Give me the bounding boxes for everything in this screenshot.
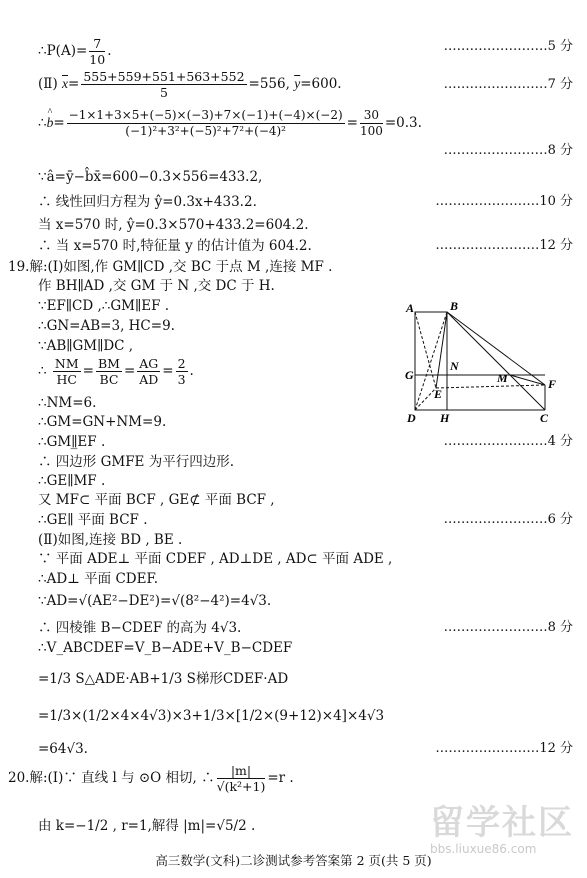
text: ∴ [38, 363, 47, 379]
fraction [217, 763, 266, 794]
text: ∴P(A)= [38, 43, 88, 59]
q19-line5: ∵AB∥GM∥DC , [38, 338, 134, 354]
line-x570: 当 x=570 时, ŷ=0.3×570+433.2=604.2. [38, 217, 309, 233]
text: =0.3. [384, 115, 422, 131]
numerator: AG [139, 356, 159, 371]
ybar: $\overline{y}$ [294, 76, 301, 91]
fraction [96, 356, 122, 387]
numerator: 7 [89, 36, 105, 52]
label-N: N [450, 359, 459, 373]
text: (Ⅱ) [38, 76, 58, 92]
q19-line1: 19.解:(Ⅰ)如图,作 GM∥CD ,交 BC 于点 M ,连接 MF . [8, 259, 333, 275]
text: =r . [267, 770, 294, 786]
watermark [430, 804, 580, 874]
page-footer: 高三数学(文科)二诊测试参考答案第 2 页(共 5 页) [155, 853, 432, 868]
denominator: 5 [159, 85, 168, 100]
label-C: C [540, 411, 549, 425]
text: ∴ [38, 115, 47, 131]
edge-BF [447, 312, 545, 385]
score-8b: ……………………8 分 [443, 620, 573, 635]
fraction [137, 356, 160, 387]
q19-line8: ∴GM=GN+NM=9. [38, 414, 167, 430]
denominator: √(k²+1) [216, 779, 266, 794]
label-D: D [407, 411, 416, 425]
fraction [67, 108, 345, 139]
label-B: B [450, 300, 459, 313]
label-F: F [548, 377, 557, 391]
q19-line3: ∵EF∥CD ,∴GM∥EF . [38, 298, 170, 314]
q19-line9: ∴GM∥̲EF . [38, 434, 106, 450]
watermark-logo: 留学社区 [430, 803, 574, 843]
text: 20.解:(Ⅰ)∵ 直线 l 与 ⊙O 相切, ∴ [8, 770, 215, 786]
label-A: A [406, 301, 415, 315]
xbar: $\overline{x}$ [62, 76, 69, 91]
numerator: |m| [217, 763, 266, 779]
watermark-url: bbs.liuxue86.com [430, 842, 537, 856]
score-12b: ……………………12 分 [435, 741, 573, 756]
text: =600. [300, 76, 342, 92]
label-M: M [497, 371, 508, 385]
q19-line19: ∴V_ABCDEF=V_B−ADE+V_B−CDEF [38, 640, 293, 656]
q19-line10: ∴ 四边形 GMFE 为平行四边形. [38, 454, 234, 470]
text: . [107, 43, 112, 59]
text: . [189, 363, 194, 379]
numerator: −1×1+3×5+(−5)×(−3)+7×(−1)+(−4)×(−2) [68, 108, 343, 122]
q19-line12: 又 MF⊂ 平面 BCF , GE⊄ 平面 BCF , [38, 492, 275, 508]
text: = [53, 115, 65, 131]
score-10: ……………………10 分 [435, 194, 573, 209]
edge-BC [447, 312, 545, 410]
denominator: 100 [359, 124, 383, 138]
q19-line21: =1/3×(1/2×4×4√3)×3+1/3×[1/2×(9+12)×4]×4√3 [38, 708, 385, 724]
q19-line6: ∴ $\frac{NM}{HC}$ = $\frac{BM}{BC}$ = $\frac{AG}{AD}$ = $\frac{2}{3}$ . [38, 356, 194, 387]
text: =556, [248, 76, 290, 92]
fraction [53, 356, 81, 387]
line-xbar [38, 69, 342, 100]
label-E: E [434, 387, 443, 401]
q19-line13: ∴GE∥ 平面 BCF . [38, 512, 148, 528]
denominator: 10 [89, 52, 106, 67]
fraction [360, 108, 383, 139]
text: = [68, 76, 80, 92]
q19-line11: ∴GE∥MF . [38, 473, 106, 489]
score-7: ……………………7 分 [443, 77, 573, 92]
edge-EF [436, 385, 545, 388]
score-4: ……………………4 分 [443, 434, 573, 449]
fraction [176, 356, 188, 387]
q19-line15: ∵ 平面 ADE⊥ 平面 CDEF , AD⊥DE , AD⊂ 平面 ADE , [38, 551, 393, 567]
denominator: HC [56, 372, 77, 387]
q19-line14: (Ⅱ)如图,连接 BD , BE . [38, 532, 183, 548]
line-regression: ∴ 线性回归方程为 ŷ=0.3x+433.2. [38, 194, 257, 210]
line-ahat: ∵â=ȳ−b̂x̄=600−0.3×556=433.2, [38, 169, 263, 185]
numerator: 30 [360, 108, 383, 124]
label-G: G [405, 368, 414, 382]
line-estimate: ∴ 当 x=570 时,特征量 y 的估计值为 604.2. [38, 238, 312, 254]
bhat: ^ b [47, 114, 54, 132]
q20-line2: 由 k=−1/2 , r=1,解得 |m|=√5/2 . [38, 818, 256, 834]
numerator: 555+559+551+563+552 [83, 69, 245, 84]
score-12: ……………………12 分 [435, 238, 573, 253]
q19-line17: ∵AD=√(AE²−DE²)=√(8²−4²)=4√3. [38, 593, 272, 609]
q19-line18: ∴ 四棱锥 B−CDEF 的高为 4√3. [38, 620, 242, 636]
edge-BE [436, 312, 447, 388]
denominator: (−1)²+3²+(−5)²+7²+(−4)² [125, 124, 286, 138]
numerator: NM [54, 356, 79, 371]
geometry-figure [400, 300, 572, 430]
denominator: 3 [177, 372, 186, 387]
score-6: ……………………6 分 [443, 512, 573, 527]
numerator: 2 [177, 356, 186, 371]
text: = [346, 115, 358, 131]
fraction [89, 36, 105, 67]
score-8: ……………………8 分 [443, 143, 573, 158]
label-H: H [440, 411, 450, 425]
q19-line16: ∴AD⊥ 平面 CDEF. [38, 571, 159, 587]
q19-line20: =1/3 S△ADE·AB+1/3 S梯形CDEF·AD [38, 671, 289, 687]
denominator: AD [139, 372, 159, 387]
score-5: ……………………5 分 [443, 39, 573, 54]
q19-line7: ∴NM=6. [38, 395, 97, 411]
denominator: BC [99, 372, 119, 387]
q20-line1 [8, 763, 294, 794]
numerator: BM [97, 356, 120, 371]
q19-line22: =64√3. [38, 741, 88, 757]
line-bhat [38, 108, 422, 139]
q19-line4: ∴GN=AB=3, HC=9. [38, 318, 175, 334]
edge-DB [415, 312, 447, 410]
line-pa [38, 36, 111, 67]
fraction [81, 69, 246, 100]
q19-line2: 作 BH∥AD ,交 GM 于 N ,交 DC 于 H. [38, 278, 275, 294]
